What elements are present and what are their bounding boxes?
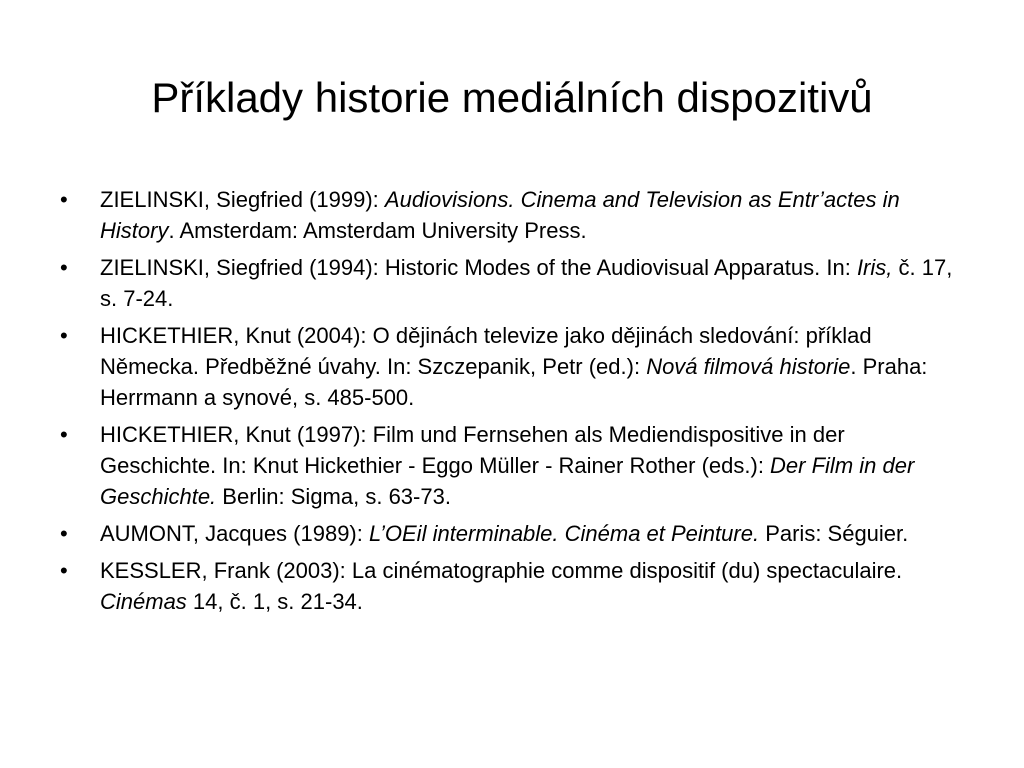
bullet-icon: • bbox=[60, 187, 68, 212]
reference-title-text: Nová filmová historie bbox=[646, 354, 851, 379]
reference-text: AUMONT, Jacques (1989): bbox=[100, 521, 369, 546]
reference-title-text: Audiovisions. Cinema and Television as Entr’actes in History bbox=[100, 187, 900, 243]
reference-text: ZIELINSKI, Siegfried (1994): Historic Modes of the Audiovisual Apparatus. In: bbox=[100, 255, 857, 280]
reference-text: Paris: Séguier. bbox=[759, 521, 909, 546]
reference-list bbox=[60, 184, 960, 623]
reference-title-text: Iris, bbox=[856, 255, 893, 280]
reference-item bbox=[60, 184, 960, 246]
reference-item bbox=[60, 555, 960, 617]
reference-text: 14, č. 1, s. 21-34. bbox=[186, 589, 363, 614]
reference-text: ZIELINSKI, Siegfried (1999): bbox=[100, 187, 385, 212]
reference-text: KESSLER, Frank (2003): La cinématographie comme dispositif (du) spectaculaire. bbox=[100, 558, 903, 583]
reference-item bbox=[60, 252, 960, 314]
reference-item bbox=[60, 518, 960, 549]
reference-text: HICKETHIER, Knut (2004): O dějinách televize jako dějinách sledování: příklad Německa. Předběžné úvahy. In: Szczepanik, Petr (ed.): bbox=[100, 323, 872, 379]
bullet-icon: • bbox=[60, 521, 68, 546]
reference-title-text: Der Film in der Geschichte. bbox=[100, 453, 915, 509]
reference-text: . Amsterdam: Amsterdam University Press. bbox=[168, 218, 587, 243]
slide-title: Příklady historie mediálních dispozitivů bbox=[151, 74, 873, 121]
bullet-icon: • bbox=[60, 323, 68, 348]
reference-item bbox=[60, 320, 960, 413]
reference-text: č. 17, s. 7-24. bbox=[100, 255, 953, 311]
reference-text: . Praha: Herrmann a synové, s. 485-500. bbox=[100, 354, 928, 410]
reference-text: Berlin: Sigma, s. 63-73. bbox=[216, 484, 451, 509]
bullet-icon: • bbox=[60, 422, 68, 447]
reference-title-text: L’OEil interminable. Cinéma et Peinture. bbox=[368, 521, 760, 546]
reference-text: HICKETHIER, Knut (1997): Film und Fernsehen als Mediendispositive in der Geschichte. In: Knut Hickethier - Eggo Müller - Rainer Rother (eds.): bbox=[100, 422, 845, 478]
reference-title-text: Cinémas bbox=[100, 589, 187, 614]
bullet-icon: • bbox=[60, 558, 68, 583]
reference-item bbox=[60, 419, 960, 512]
bullet-icon: • bbox=[60, 255, 68, 280]
